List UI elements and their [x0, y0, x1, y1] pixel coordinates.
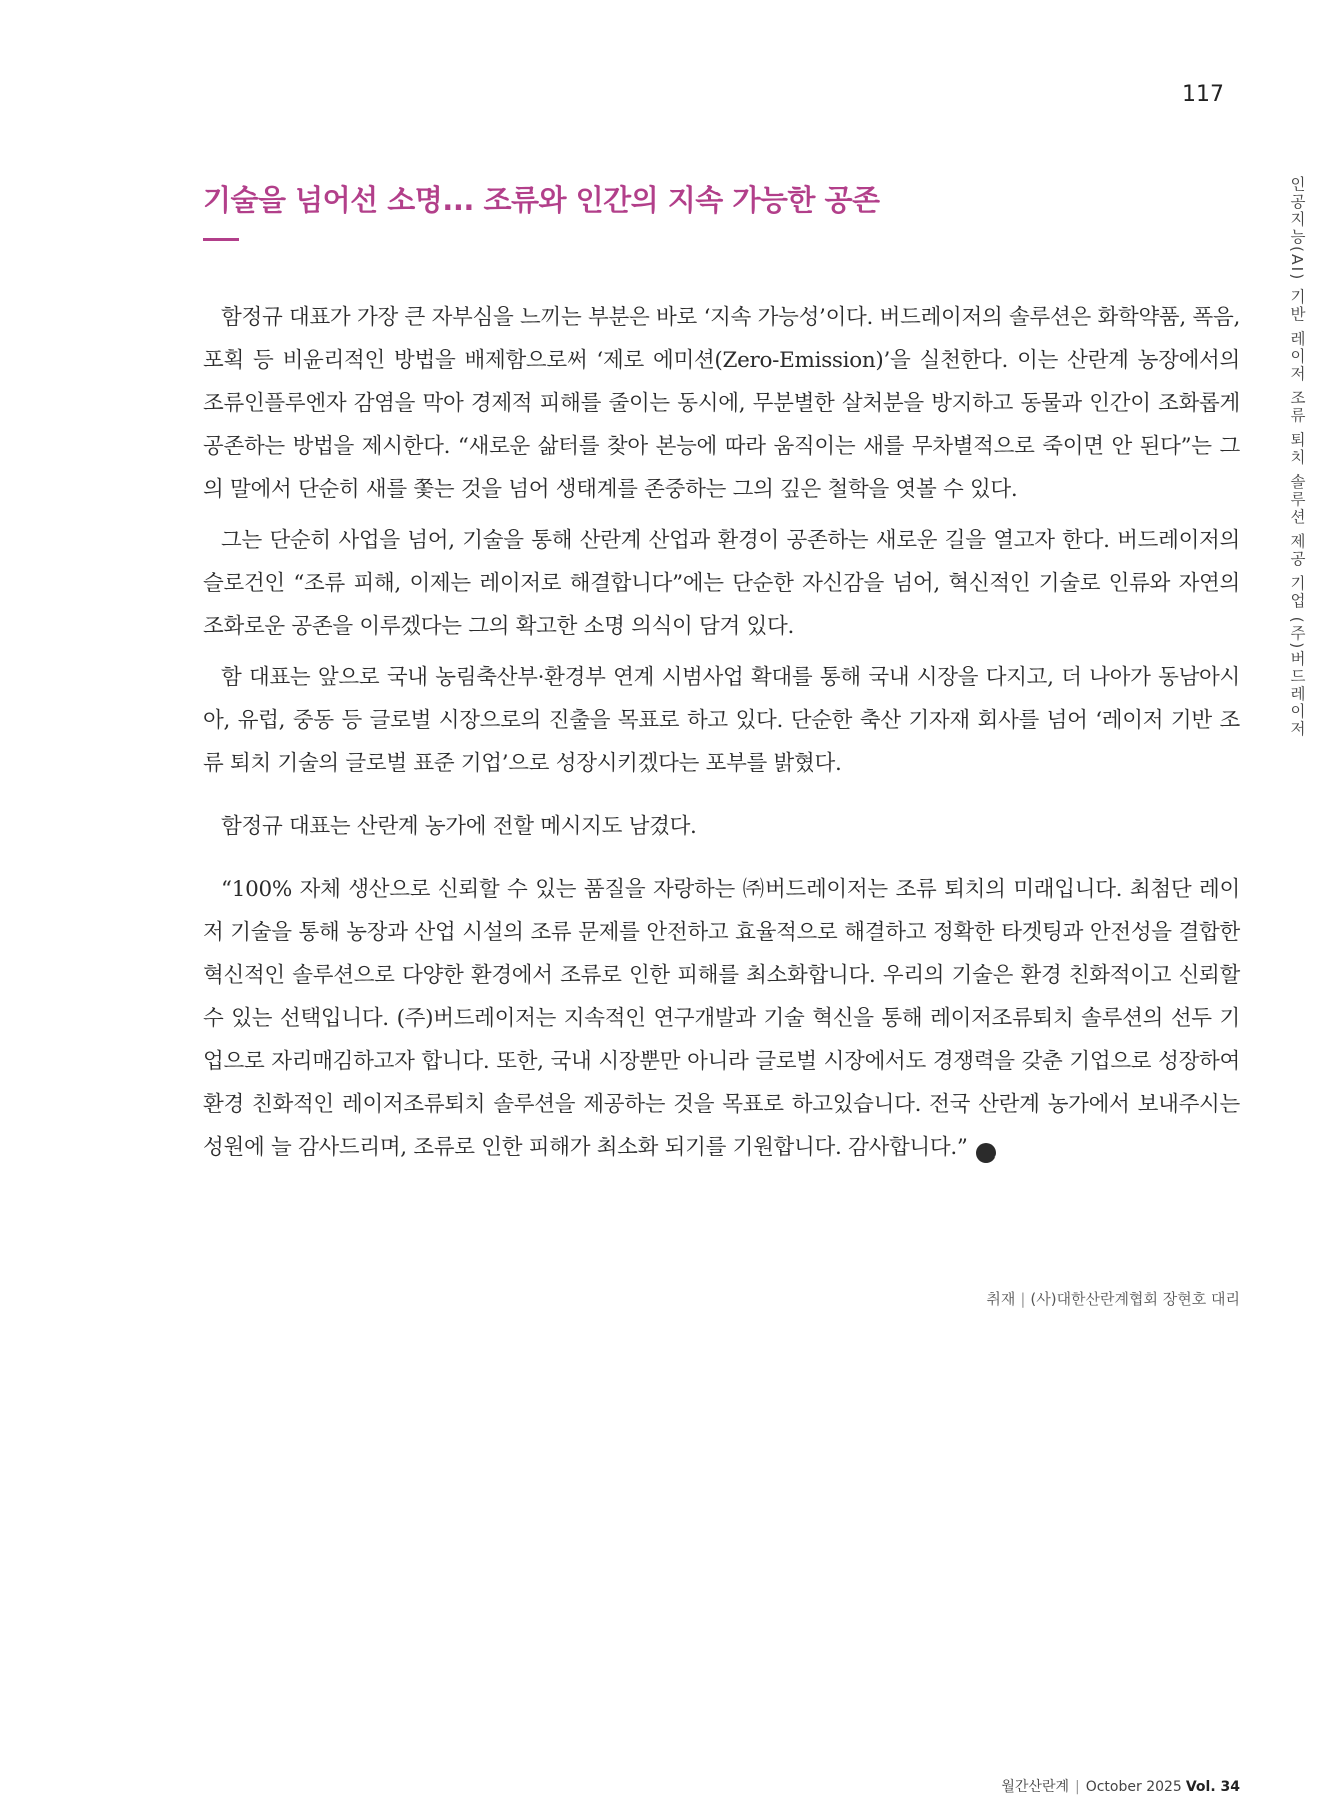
- credit-text: (사)대한산란계협회 장현호 대리: [1030, 1290, 1240, 1308]
- credit-separator: |: [1020, 1290, 1026, 1308]
- article-end-mark-icon: 月: [976, 1143, 996, 1163]
- side-section-title: 인공지능(AI) 기반 레이저 조류 퇴치 솔루션 제공 기업 (주)버드레이저: [1288, 176, 1306, 738]
- paragraph-sustainability: 함정규 대표가 가장 큰 자부심을 느끼는 부분은 바로 ‘지속 가능성’이다. 버드레이저의 솔루션은 화학약품, 폭음, 포획 등 비윤리적인 방법을 배제함으로써 ‘제로 에미션(Zero-Emission)’을 실천한다. 이는 산란계 농장에서의 조류인플루엔자 감염을 막아 경제적 피해를 줄이는 동시에, 무분별한 살처분을 방지하고 동물과 인간이 조화롭게 공존하는 방법을 제시한다. “새로운 삶터를 찾아 본능에 따라 움직이는 새를 무차별적으로 죽이면 안 된다”는 그의 말에서 단순히 새를 쫓는 것을 넘어 생태계를 존중하는 그의 깊은 철학을 엿볼 수 있다.: [203, 305, 1240, 502]
- footer-issue: October 2025: [1085, 1779, 1182, 1795]
- footer-volume: Vol. 34: [1185, 1779, 1240, 1795]
- footer-magazine: 월간산란계: [1001, 1779, 1069, 1795]
- article-body: [203, 296, 1240, 1177]
- credit-label: 취재: [986, 1290, 1016, 1308]
- article-heading: 기술을 넘어선 소명... 조류와 인간의 지속 가능한 공존: [203, 183, 880, 217]
- paragraph-quote: [203, 868, 1240, 1169]
- page-number: 117: [1182, 82, 1224, 107]
- footer-separator: |: [1075, 1779, 1080, 1795]
- paragraph-slogan: 그는 단순히 사업을 넘어, 기술을 통해 산란계 산업과 환경이 공존하는 새로운 길을 열고자 한다. 버드레이저의 슬로건인 “조류 피해, 이제는 레이저로 해결합니다”에는 단순한 자신감을 넘어, 혁신적인 기술로 인류와 자연의 조화로운 공존을 이루겠다는 그의 확고한 소명 의식이 담겨 있다.: [203, 528, 1240, 639]
- reporter-credit: [986, 1288, 1240, 1309]
- page-footer: [1001, 1776, 1240, 1796]
- paragraph-global-plan: 함 대표는 앞으로 국내 농림축산부·환경부 연계 시범사업 확대를 통해 국내 시장을 다지고, 더 나아가 동남아시아, 유럽, 중동 등 글로벌 시장으로의 진출을 목표로 하고 있다. 단순한 축산 기자재 회사를 넘어 ‘레이저 기반 조류 퇴치 기술의 글로벌 표준 기업’으로 성장시키겠다는 포부를 밝혔다.: [203, 665, 1240, 776]
- paragraph-message-intro: 함정규 대표는 산란계 농가에 전할 메시지도 남겼다.: [221, 814, 697, 839]
- heading-underline: [203, 238, 239, 241]
- quote-text: “100% 자체 생산으로 신뢰할 수 있는 품질을 자랑하는 ㈜버드레이저는 조류 퇴치의 미래입니다. 최첨단 레이저 기술을 통해 농장과 산업 시설의 조류 문제를 안전하고 효율적으로 해결하고 정확한 타겟팅과 안전성을 결합한 혁신적인 솔루션으로 다양한 환경에서 조류로 인한 피해를 최소화합니다. 우리의 기술은 환경 친화적이고 신뢰할 수 있는 선택입니다. (주)버드레이저는 지속적인 연구개발과 기술 혁신을 통해 레이저조류퇴치 솔루션의 선두 기업으로 자리매김하고자 합니다. 또한, 국내 시장뿐만 아니라 글로벌 시장에서도 경쟁력을 갖춘 기업으로 성장하여 환경 친화적인 레이저조류퇴치 솔루션을 제공하는 것을 목표로 하고있습니다. 전국 산란계 농가에서 보내주시는 성원에 늘 감사드리며, 조류로 인한 피해가 최소화 되기를 기원합니다. 감사합니다.”: [203, 877, 1240, 1160]
